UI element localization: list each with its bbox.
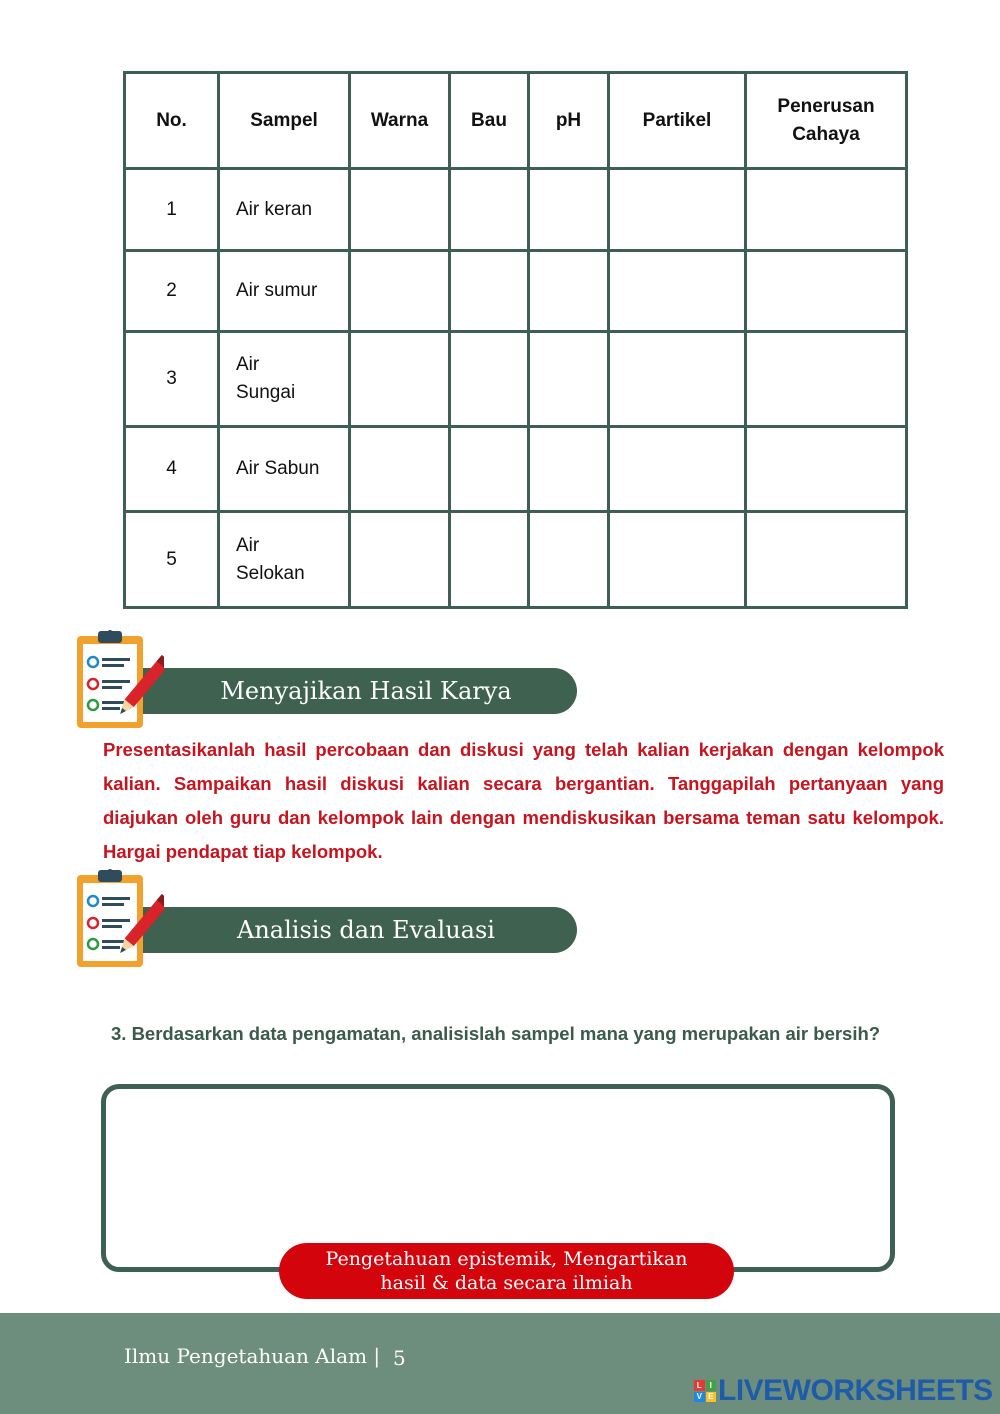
cell-penerusan-cahaya[interactable] <box>746 169 907 251</box>
competency-tag-line2: hasil & data secara ilmiah <box>380 1272 633 1294</box>
clipboard-checklist-icon <box>72 867 164 971</box>
cell-partikel[interactable] <box>609 332 746 427</box>
header-partikel: Partikel <box>609 73 746 169</box>
clipboard-checklist-icon <box>72 628 164 732</box>
sample-name: Air keran <box>219 169 350 251</box>
sample-name: Air Sungai <box>219 332 350 427</box>
competency-tag <box>279 1243 734 1299</box>
competency-tag-line1: Pengetahuan epistemik, Mengartikan <box>325 1248 688 1270</box>
cell-bau[interactable] <box>450 427 529 512</box>
cell-penerusan-cahaya[interactable] <box>746 427 907 512</box>
table-row <box>125 512 907 608</box>
table-header-row <box>125 73 907 169</box>
cell-partikel[interactable] <box>609 512 746 608</box>
row-number: 3 <box>125 332 219 427</box>
section-banner-menyajikan <box>95 668 577 714</box>
row-number: 5 <box>125 512 219 608</box>
header-ph: pH <box>529 73 609 169</box>
cell-warna[interactable] <box>350 512 450 608</box>
cell-ph[interactable] <box>529 512 609 608</box>
row-number: 1 <box>125 169 219 251</box>
cell-bau[interactable] <box>450 251 529 332</box>
cell-penerusan-cahaya[interactable] <box>746 332 907 427</box>
cell-warna[interactable] <box>350 427 450 512</box>
cell-partikel[interactable] <box>609 427 746 512</box>
table-row <box>125 427 907 512</box>
cell-bau[interactable] <box>450 512 529 608</box>
section-banner-analisis <box>95 907 577 953</box>
header-penerusan-cahaya: Penerusan Cahaya <box>746 73 907 169</box>
footer-subject: Ilmu Pengetahuan Alam | <box>124 1344 381 1368</box>
row-number: 2 <box>125 251 219 332</box>
cell-warna[interactable] <box>350 251 450 332</box>
cell-warna[interactable] <box>350 332 450 427</box>
table-row <box>125 169 907 251</box>
observation-table <box>123 71 908 609</box>
cell-warna[interactable] <box>350 169 450 251</box>
header-no: No. <box>125 73 219 169</box>
cell-ph[interactable] <box>529 332 609 427</box>
cell-bau[interactable] <box>450 169 529 251</box>
cell-penerusan-cahaya[interactable] <box>746 251 907 332</box>
liveworksheets-brand: LIVEWORKSHEETS <box>718 1374 993 1407</box>
row-number: 4 <box>125 427 219 512</box>
sample-name: Air sumur <box>219 251 350 332</box>
liveworksheets-badge-icon: L I V E <box>694 1380 716 1402</box>
table-row <box>125 332 907 427</box>
cell-bau[interactable] <box>450 332 529 427</box>
page-number: 5 <box>393 1346 406 1370</box>
sample-name: Air Sabun <box>219 427 350 512</box>
liveworksheets-logo <box>694 1374 993 1408</box>
cell-partikel[interactable] <box>609 169 746 251</box>
header-bau: Bau <box>450 73 529 169</box>
cell-ph[interactable] <box>529 427 609 512</box>
header-sampel: Sampel <box>219 73 350 169</box>
sample-name: Air Selokan <box>219 512 350 608</box>
header-warna: Warna <box>350 73 450 169</box>
section-title: Menyajikan Hasil Karya <box>220 677 512 705</box>
cell-partikel[interactable] <box>609 251 746 332</box>
cell-ph[interactable] <box>529 251 609 332</box>
cell-penerusan-cahaya[interactable] <box>746 512 907 608</box>
section-title: Analisis dan Evaluasi <box>237 916 495 944</box>
instruction-paragraph: Presentasikanlah hasil percobaan dan diskusi yang telah kalian kerjakan dengan kelompok kalian. Sampaikan hasil diskusi kalian secara bergantian. Tanggapilah pertanyaan yang diajukan oleh guru dan kelompok lain dengan mendiskusikan bersama teman satu kelompok. Hargai pendapat tiap kelompok. <box>103 739 944 862</box>
question-text: 3. Berdasarkan data pengamatan, analisislah sampel mana yang merupakan air bersih? <box>111 1023 881 1044</box>
cell-ph[interactable] <box>529 169 609 251</box>
table-row <box>125 251 907 332</box>
